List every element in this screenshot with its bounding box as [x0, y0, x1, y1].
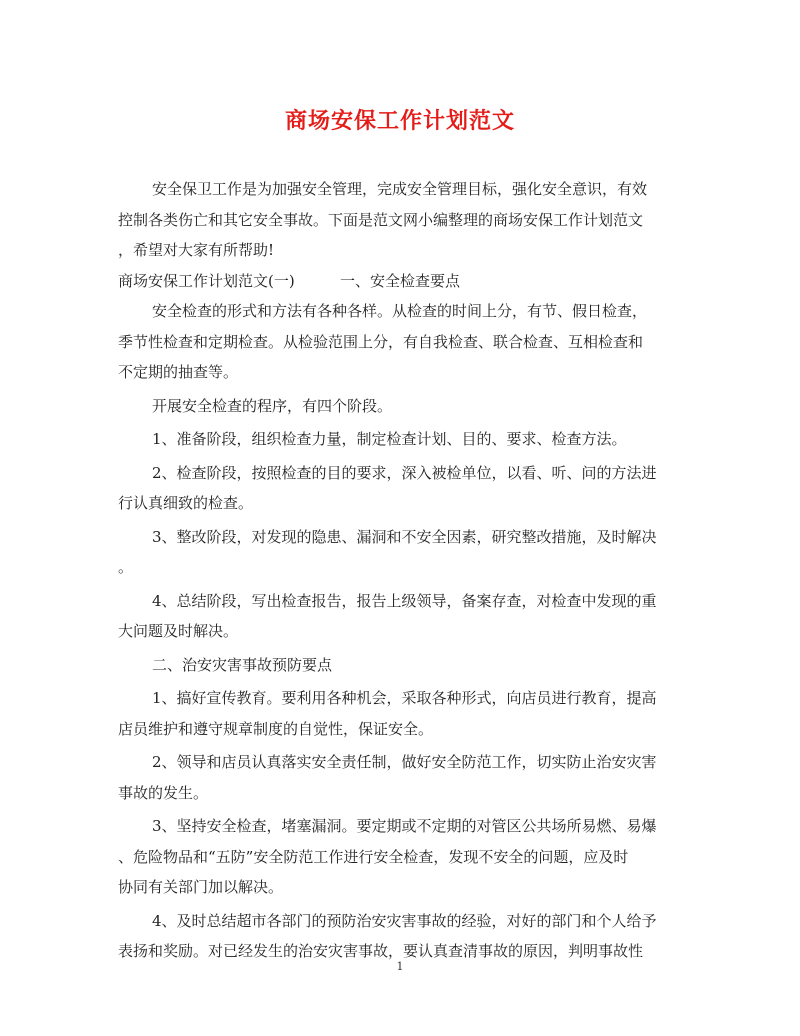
item-line: 、危险物品和“五防”安全防范工作进行安全检查，发现不安全的问题，应及时: [118, 847, 629, 866]
document-body: [118, 174, 686, 967]
paragraph-line: 开展安全检查的程序，有四个阶段。: [152, 396, 393, 415]
section-heading-2: 二、治安灾害事故预防要点: [152, 655, 333, 674]
intro-line: ，希望对大家有所帮助!: [118, 241, 275, 259]
item-line: 店员维护和遵守规章制度的自觉性，保证安全。: [118, 719, 434, 738]
intro-line: 控制各类伤亡和其它安全事故。下面是范文网小编整理的商场安保工作计划范文: [118, 210, 644, 229]
item-line: 3、坚持安全检查，堵塞漏洞。要定期或不定期的对管区公共场所易燃、易爆: [152, 817, 657, 835]
item-line: 4、及时总结超市各部门的预防治安灾害事故的经验，对好的部门和个人给予: [152, 911, 657, 930]
paragraph-line: 不定期的抽查等。: [118, 363, 239, 381]
item-line: 表扬和奖励。对已经发生的治安灾害事故，要认真查清事故的原因，判明事故性: [118, 942, 644, 960]
paragraph-line: 安全检查的形式和方法有各种各样。从检查的时间上分，有节、假日检查，: [152, 302, 648, 320]
document-title: 商场安保工作计划范文: [284, 108, 515, 134]
paragraph-line: 季节性检查和定期检查。从检验范围上分，有自我检查、联合检查、互相检查和: [118, 332, 644, 351]
section-label: 商场安保工作计划范文(一): [118, 271, 295, 290]
item-line: 2、领导和店员认真落实安全责任制，做好安全防范工作，切实防止治安灾害: [152, 753, 657, 771]
section-heading-1: 一、安全检查要点: [340, 271, 461, 290]
step-line: 2、检查阶段，按照检查的目的要求，深入被检单位，以看、听、问的方法进: [152, 463, 657, 482]
item-line: 1、搞好宣传教育。要利用各种机会，采取各种形式，向店员进行教育，提高: [152, 689, 657, 707]
section-heading-row: [118, 266, 686, 297]
page-number: 1: [396, 960, 404, 973]
step-line: 。: [118, 558, 134, 576]
item-line: 协同有关部门加以解决。: [118, 878, 284, 896]
step-line: 行认真细致的检查。: [118, 494, 254, 512]
step-line: 4、总结阶段，写出检查报告，报告上级领导，备案存查，对检查中发现的重: [152, 591, 657, 610]
intro-line: 安全保卫工作是为加强安全管理，完成安全管理目标，强化安全意识，有效: [152, 180, 648, 198]
item-line: 事故的发生。: [118, 783, 209, 802]
step-line: 3、整改阶段，对发现的隐患、漏洞和不安全因素，研究整改措施，及时解决: [152, 527, 657, 546]
step-line: 1、准备阶段，组织检查力量，制定检查计划、目的、要求、检查方法。: [152, 430, 627, 448]
step-line: 大问题及时解决。: [118, 622, 239, 640]
